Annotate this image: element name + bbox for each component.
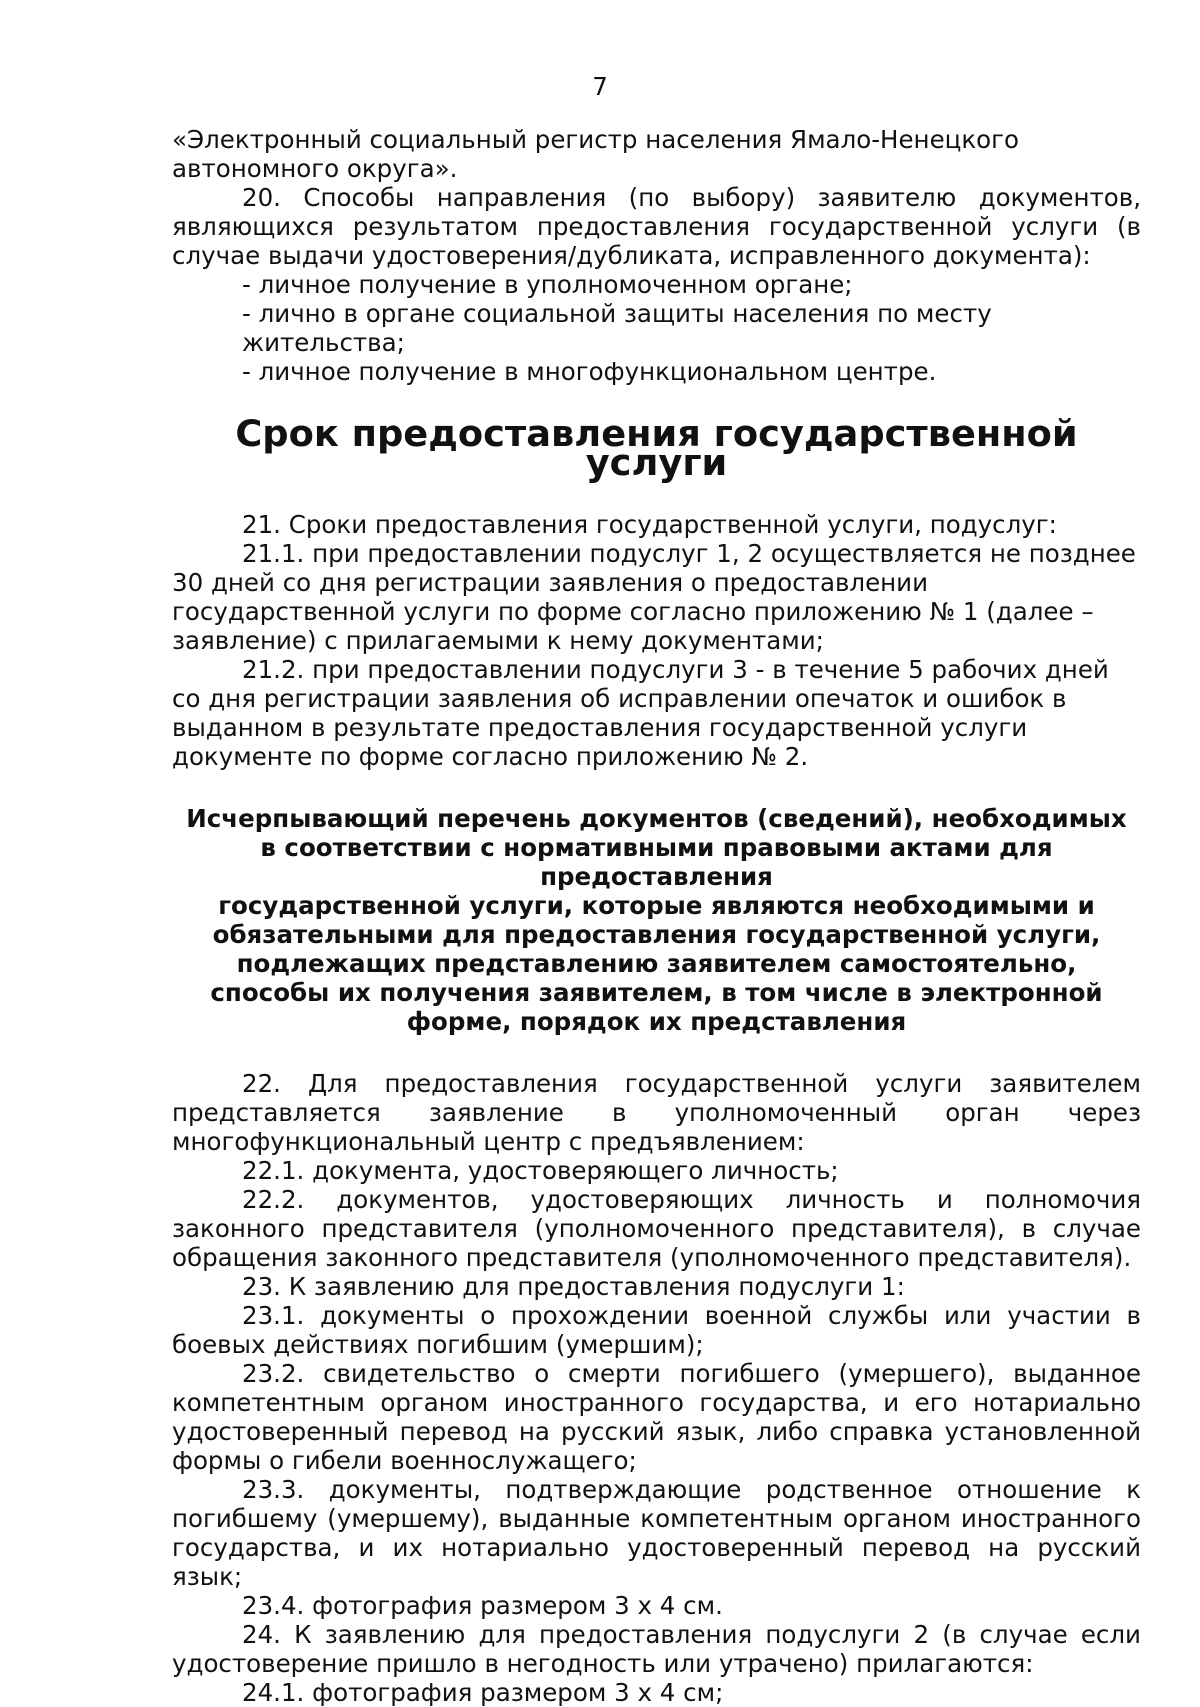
- list-item: - лично в органе социальной защиты населения по месту жительства;: [242, 299, 992, 357]
- paragraph: 24. К заявлению для предоставления подуслуги 2 (в случае если удостоверение пришло в негодность или утрачено) прилагаются:: [172, 1620, 1141, 1678]
- paragraph: 22.2. документов, удостоверяющих личность и полномочия законного представителя (уполномоченного представителя), в случае обращения законного представителя (уполномоченного представителя).: [172, 1185, 1141, 1272]
- paragraph: 21.2. при предоставлении подуслуги 3 - в течение 5 рабочих дней со дня регистрации заявления об исправлении опечаток и ошибок в выданном в результате предоставления государственной услуги документе по форме согласно приложению № 2.: [172, 655, 1109, 771]
- paragraph: 21. Сроки предоставления государственной услуги, подуслуг:: [242, 510, 1057, 539]
- page-number: 7: [592, 72, 608, 101]
- heading-line: в соответствии с нормативными правовыми актами для предоставления: [260, 833, 1053, 891]
- paragraph: 23.3. документы, подтверждающие родственное отношение к погибшему (умершему), выданные компетентным органом иностранного государства, и их нотариально удостоверенный перевод на русский язык;: [172, 1475, 1141, 1591]
- heading-line: Исчерпывающий перечень документов (сведений), необходимых: [186, 804, 1127, 833]
- paragraph: 24.1. фотография размером 3 х 4 см;: [242, 1678, 724, 1707]
- heading-line: форме, порядок их представления: [406, 1007, 907, 1036]
- list-item: - личное получение в уполномоченном органе;: [242, 270, 853, 299]
- heading-line: государственной услуги, которые являются необходимыми и: [218, 891, 1095, 920]
- paragraph: 22.1. документа, удостоверяющего личность;: [242, 1156, 839, 1185]
- paragraph: 23.1. документы о прохождении военной службы или участии в боевых действиях погибшим (умершим);: [172, 1301, 1141, 1359]
- paragraph: «Электронный социальный регистр населения Ямало-Ненецкого автономного округа».: [172, 125, 1019, 183]
- paragraph: 23.2. свидетельство о смерти погибшего (умершего), выданное компетентным органом иностранного государства, и его нотариально удостоверенный перевод на русский язык, либо справка установленной формы о гибели военнослужащего;: [172, 1359, 1141, 1475]
- document-body: [172, 125, 1141, 1707]
- paragraph: 20. Способы направления (по выбору) заявителю документов, являющихся результатом предоставления государственной услуги (в случае выдачи удостоверения/дубликата, исправленного документа):: [172, 183, 1141, 270]
- paragraph: 22. Для предоставления государственной услуги заявителем представляется заявление в уполномоченный орган через многофункциональный центр с предъявлением:: [172, 1069, 1141, 1156]
- section-heading: Срок предоставления государственной услуги: [235, 412, 1078, 484]
- section-heading: [172, 804, 1141, 1036]
- paragraph: 23. К заявлению для предоставления подуслуги 1:: [242, 1272, 905, 1301]
- heading-line: подлежащих представлению заявителем самостоятельно,: [236, 949, 1077, 978]
- paragraph: 21.1. при предоставлении подуслуг 1, 2 осуществляется не позднее 30 дней со дня регистрации заявления о предоставлении государственной услуги по форме согласно приложению № 1 (далее – заявление) с прилагаемыми к нему документами;: [172, 539, 1136, 655]
- heading-line: обязательными для предоставления государственной услуги,: [212, 920, 1101, 949]
- paragraph: 23.4. фотография размером 3 х 4 см.: [242, 1591, 723, 1620]
- heading-line: способы их получения заявителем, в том числе в электронной: [210, 978, 1103, 1007]
- list-item: - личное получение в многофункциональном центре.: [242, 357, 937, 386]
